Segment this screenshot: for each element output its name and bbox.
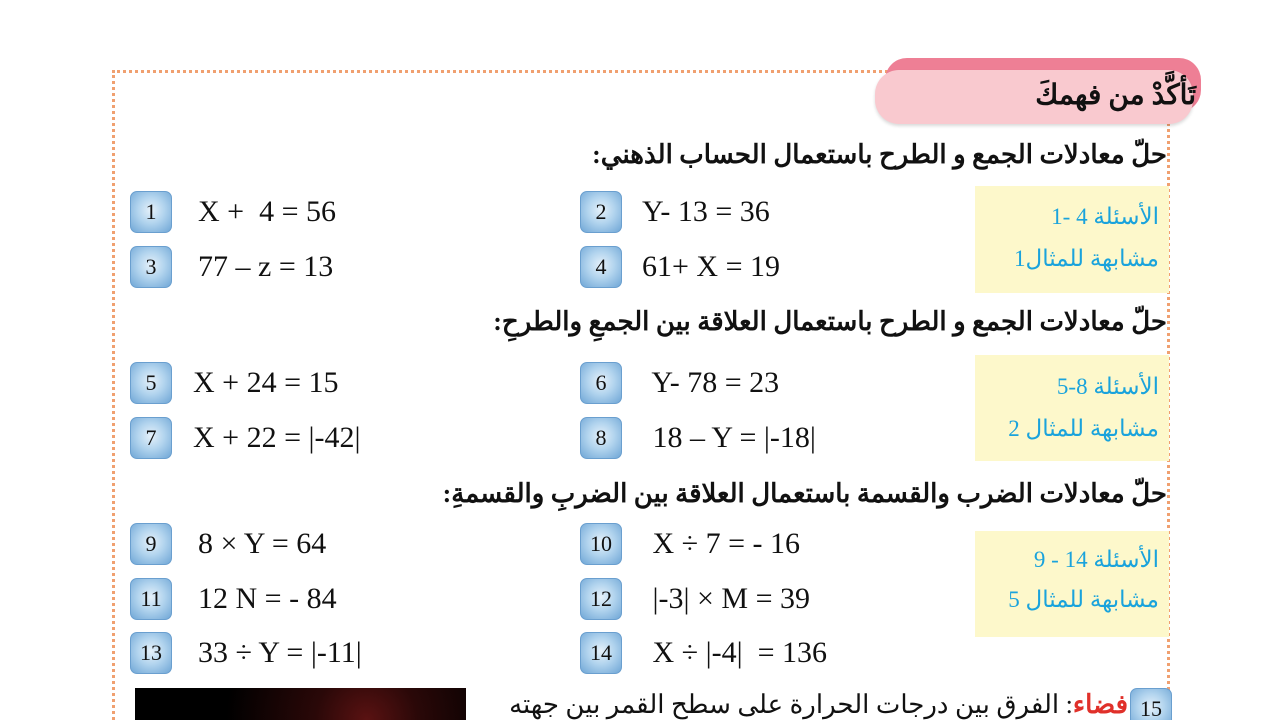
section-3-note-example: مشابهة للمثال 5 xyxy=(1008,587,1159,612)
problem-4-equation: 61+ X = 19 xyxy=(642,250,781,283)
section-1-heading: حلّ معادلات الجمع و الطرح باستعمال الحساب الذهني: xyxy=(592,140,1167,169)
problem-15-label: فضاء xyxy=(1072,690,1128,719)
section-3-heading: حلّ معادلات الضرب والقسمة باستعمال العلاقة بين الضربِ والقسمةِ: xyxy=(442,479,1167,508)
section-3-note xyxy=(975,531,1169,637)
problem-11-equation: 12 N = - 84 xyxy=(198,582,337,615)
section-2-heading: حلّ معادلات الجمع و الطرح باستعمال العلاقة بين الجمعِ والطرحِ: xyxy=(493,307,1167,336)
section-2-note xyxy=(975,355,1169,461)
problem-6-equation: Y- 78 = 23 xyxy=(645,366,780,399)
space-photo xyxy=(135,688,466,720)
problem-10-equation: X ÷ 7 = - 16 xyxy=(645,527,801,560)
problem-number-12: 12 xyxy=(580,578,622,620)
problem-number-14: 14 xyxy=(580,632,622,674)
section-2-note-questions: الأسئلة 8-5 xyxy=(1056,374,1159,399)
section-1-note xyxy=(975,186,1169,293)
problem-3-equation: 77 – z = 13 xyxy=(198,250,334,283)
section-2-note-example: مشابهة للمثال 2 xyxy=(1008,416,1159,441)
page-title: تَأكَّدْ من فهمكَ xyxy=(1035,80,1196,111)
problem-14-equation: X ÷ |-4| = 136 xyxy=(645,636,828,669)
problem-number-6: 6 xyxy=(580,362,622,404)
problem-number-5: 5 xyxy=(130,362,172,404)
problem-number-9: 9 xyxy=(130,523,172,565)
problem-15-text xyxy=(509,690,1128,720)
problem-number-1: 1 xyxy=(130,191,172,233)
problem-number-11: 11 xyxy=(130,578,172,620)
problem-7-equation: X + 22 = |-42| xyxy=(193,421,361,454)
problem-8-equation: 18 – Y = |-18| xyxy=(645,421,816,454)
problem-9-equation: 8 × Y = 64 xyxy=(198,527,327,560)
problem-15-body: : الفرق بين درجات الحرارة على سطح القمر بين جهته xyxy=(509,690,1073,719)
problem-number-3: 3 xyxy=(130,246,172,288)
problem-number-10: 10 xyxy=(580,523,622,565)
problem-number-2: 2 xyxy=(580,191,622,233)
problem-number-7: 7 xyxy=(130,417,172,459)
section-3-note-questions: الأسئلة 14 - 9 xyxy=(1033,547,1159,572)
problem-number-15: 15 xyxy=(1130,688,1172,720)
problem-5-equation: X + 24 = 15 xyxy=(193,366,339,399)
section-1-note-questions: الأسئلة 4 -1 xyxy=(1051,204,1159,229)
problem-13-equation: 33 ÷ Y = |-11| xyxy=(198,636,362,669)
problem-number-4: 4 xyxy=(580,246,622,288)
problem-2-equation: Y- 13 = 36 xyxy=(642,195,770,228)
problem-number-8: 8 xyxy=(580,417,622,459)
problem-number-13: 13 xyxy=(130,632,172,674)
section-1-note-example: مشابهة للمثال1 xyxy=(1013,246,1159,271)
problem-12-equation: |-3| × M = 39 xyxy=(645,582,811,615)
problem-1-equation: X + 4 = 56 xyxy=(198,195,337,228)
